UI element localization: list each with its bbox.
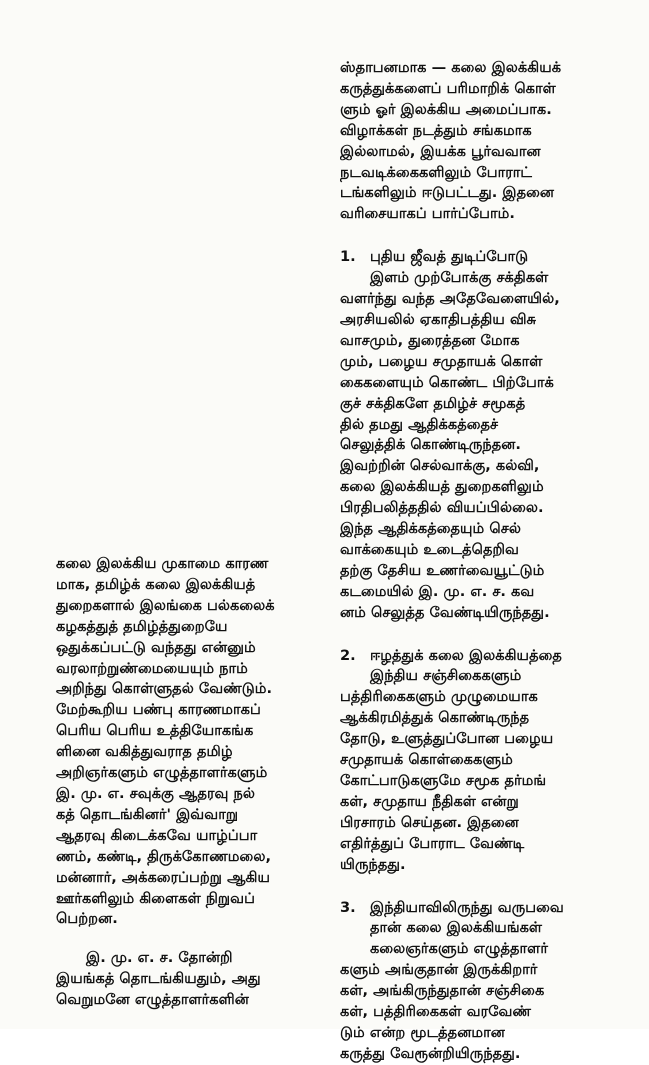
text-line: கத் தொடங்கினர்' இவ்வாறு (56, 805, 239, 823)
text-line: செலுத்திக் கொண்டிருந்தன. (340, 436, 521, 454)
text-line: இந்திய சஞ்சிகைகளும் (370, 667, 522, 685)
text-line: குச் சக்திகளே தமிழ்ச் சமூகத் (340, 394, 526, 412)
text-line: கலை இலக்கியத் துறைகளிலும் (340, 478, 544, 496)
text-line: வரலாற்றுண்மையையும் நாம் (56, 659, 248, 677)
item-number: 3. (340, 898, 356, 916)
intro-paragraph (340, 58, 610, 225)
text-line: ளும் ஓர் இலக்கிய அமைப்பாக. (340, 100, 552, 118)
text-line: எதிர்த்துப் போராட வேண்டி (340, 834, 525, 852)
item-number: 2. (340, 646, 356, 664)
text-line: மேற்கூறிய பண்பு காரணமாகப் (56, 701, 261, 719)
text-line: மும், பழைய சமுதாயக் கொள் (340, 352, 543, 370)
text-line: ஆதரவு கிடைக்கவே யாழ்ப்பா (56, 826, 258, 844)
text-line: கள், சமுதாய நீதிகள் என்று (340, 792, 519, 810)
numbered-item-3 (340, 898, 610, 1065)
text-line: கள், பத்திரிகைகள் வரவேண் (340, 1003, 532, 1021)
text-line: சமுதாயக் கொள்கைகளும் (340, 751, 513, 769)
text-line: துறைகளால் இலங்கை பல்கலைக் (56, 596, 275, 614)
text-line: மன்னார், அக்கரைப்பற்று ஆகிய (56, 868, 271, 886)
text-line: கைகளையும் கொண்ட பிற்போக் (340, 373, 554, 391)
text-line: விழாக்கள் நடத்தும் சங்கமாக (340, 121, 532, 139)
text-line: தில் தமது ஆதிக்கத்தைச் (340, 415, 499, 433)
text-line: ணம், கண்டி, திருக்கோணமலை, (56, 847, 272, 865)
text-line: பிரசாரம் செய்தன. இதனை (340, 813, 519, 831)
right-text-column (340, 58, 610, 1065)
text-line: பிரதிபலித்ததில் வியப்பில்லை. (340, 499, 544, 517)
text-line: இயங்கத் தொடங்கியதும், அது (56, 970, 261, 988)
text-line: ஒதுக்கப்பட்டு வந்தது என்னும் (56, 638, 256, 656)
text-line: கருத்துக்களைப் பரிமாறிக் கொள் (340, 79, 556, 97)
text-line: பெற்றன. (56, 910, 118, 928)
text-line: கள், அங்கிருந்துதான் சஞ்சிகை (340, 982, 545, 1000)
text-line: களும் அங்குதான் இருக்கிறார் (340, 961, 538, 979)
text-line: பத்திரிகைகளும் முழுமையாக (340, 688, 538, 706)
text-line: ஆக்கிரமித்துக் கொண்டிருந்த (340, 709, 530, 727)
text-line: டங்களிலும் ஈடுபட்டது. இதனை (340, 184, 555, 202)
text-line: வரிசையாகப் பார்ப்போம். (340, 205, 515, 223)
text-line: அறிந்து கொள்ளுதல் வேண்டும். (56, 680, 273, 698)
numbered-item-1 (340, 247, 610, 623)
text-line: கோட்பாடுகளுமே சமூக தர்மங் (340, 772, 547, 789)
numbered-item-2 (340, 646, 610, 876)
text-line: இல்லாமல், இயக்க பூர்வவான (340, 142, 541, 160)
text-line: பெரிய பெரிய உத்தியோகங்க (56, 722, 254, 740)
text-line: இளம் முற்போக்கு சக்திகள் (370, 269, 549, 287)
text-line: ஸ்தாபனமாக — கலை இலக்கியக் (340, 59, 562, 76)
text-line: தான் கலை இலக்கியங்கள் (370, 919, 543, 937)
text-line: ளினை வகித்துவராத தமிழ் (56, 743, 233, 761)
text-line: இ. மு. எ. ச. தோன்றி (86, 949, 233, 967)
text-line: இ. மு. எ. சவுக்கு ஆதரவு நல் (56, 784, 256, 802)
text-line: கலை இலக்கிய முகாமை காரண (56, 555, 269, 572)
text-line: இந்த ஆதிக்கத்தையும் செல் (340, 520, 521, 538)
text-line: கழகத்துத் தமிழ்த்துறையே (56, 617, 228, 635)
text-line: னம் செலுத்த வேண்டியிருந்தது. (340, 603, 550, 621)
text-line: கருத்து வேரூன்றியிருந்தது. (340, 1044, 521, 1062)
left-paragraph-1 (56, 554, 328, 930)
text-line: நடவடிக்கைகளிலும் போராட் (340, 163, 532, 181)
text-line: அறிஞர்களும் எழுத்தாளர்களும் (56, 764, 268, 782)
text-line: வெறுமனே எழுத்தாளர்களின் (56, 991, 249, 1009)
text-line: கடமையில் இ. மு. எ. ச. கவ (340, 582, 535, 600)
left-text-column (56, 554, 328, 1011)
item-number: 1. (340, 248, 356, 266)
text-line: வாக்கையும் உடைத்தெறிவ (340, 540, 519, 558)
text-line: வளர்ந்து வந்த அதேவேளையில், (340, 290, 560, 308)
text-line: இவற்றின் செல்வாக்கு, கல்வி, (340, 457, 540, 475)
text-line: ஊர்களிலும் கிளைகள் நிறுவப் (56, 889, 255, 907)
text-line: தோடு, உளுத்துப்போன பழைய (340, 730, 554, 748)
text-line: 3. இந்தியாவிலிருந்து வருபவை (340, 898, 610, 919)
left-paragraph-2 (56, 948, 328, 1011)
text-line: வாசமும், துரைத்தன மோக (340, 331, 520, 349)
text-line: கலைஞர்களும் எழுத்தாளர் (370, 940, 548, 958)
text-line: தற்கு தேசிய உணர்வையூட்டும் (340, 561, 545, 579)
text-line: அரசியலில் ஏகாதிபத்திய விசு (340, 310, 537, 328)
text-line: 1. புதிய ஜீவத் துடிப்போடு (340, 247, 610, 268)
text-line: டும் என்ற மூடத்தனமான (340, 1023, 505, 1041)
text-line: 2. ஈழத்துக் கலை இலக்கியத்தை (340, 646, 610, 667)
text-line: யிருந்தது. (340, 855, 406, 873)
text-line: மாக, தமிழ்க் கலை இலக்கியத் (56, 575, 256, 593)
